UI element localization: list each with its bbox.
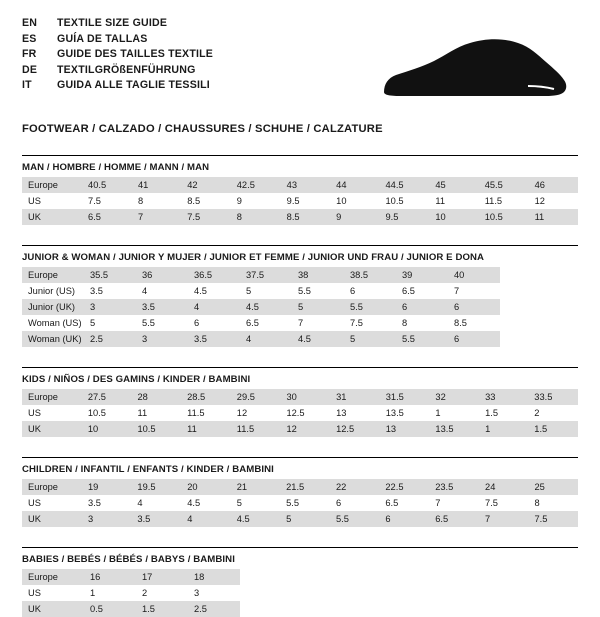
table-row [22, 511, 578, 527]
size-cell: 4 [188, 299, 240, 315]
size-tables-container [22, 155, 578, 617]
group-divider [22, 245, 578, 246]
size-cell: 6 [448, 331, 500, 347]
size-cell: 25 [528, 479, 578, 495]
group-divider [22, 367, 578, 368]
size-cell: 4.5 [181, 495, 230, 511]
size-cell: 46 [529, 177, 578, 193]
size-cell: 8.5 [281, 209, 331, 225]
size-cell: 7.5 [181, 209, 231, 225]
size-cell: 38 [292, 267, 344, 283]
row-label: Woman (US) [22, 315, 84, 331]
row-label: Europe [22, 479, 82, 495]
size-cell: 44.5 [379, 177, 429, 193]
size-cell: 8 [396, 315, 448, 331]
table-row [22, 283, 500, 299]
size-cell: 10.5 [379, 193, 429, 209]
size-cell: 5.5 [330, 511, 379, 527]
size-cell: 44 [330, 177, 379, 193]
size-cell: 1.5 [136, 601, 188, 617]
table-row [22, 421, 578, 437]
size-cell: 5 [231, 495, 280, 511]
table-row [22, 193, 578, 209]
size-cell: 7.5 [479, 495, 528, 511]
size-cell: 11.5 [231, 421, 281, 437]
size-table-group [22, 457, 578, 527]
size-cell: 7 [292, 315, 344, 331]
size-cell: 32 [429, 389, 479, 405]
size-table-group [22, 547, 578, 617]
table-row [22, 601, 240, 617]
size-cell: 8 [528, 495, 578, 511]
size-cell: 9 [231, 193, 281, 209]
size-cell: 17 [136, 569, 188, 585]
size-cell: 42.5 [231, 177, 281, 193]
language-code: IT [22, 79, 32, 91]
size-cell: 3 [84, 299, 136, 315]
row-label: US [22, 193, 82, 209]
size-cell: 1.5 [479, 405, 528, 421]
size-cell: 5.5 [280, 495, 330, 511]
size-cell: 10.5 [82, 405, 132, 421]
size-cell: 11 [529, 209, 578, 225]
table-row [22, 331, 500, 347]
row-label: US [22, 495, 82, 511]
size-cell: 11.5 [479, 193, 529, 209]
size-cell: 4 [181, 511, 230, 527]
size-cell: 5.5 [344, 299, 396, 315]
language-code: ES [22, 32, 37, 45]
size-cell: 7 [132, 209, 181, 225]
size-cell: 36.5 [188, 267, 240, 283]
language-title: GUIDA ALLE TAGLIE TESSILI [57, 79, 210, 91]
row-label: Junior (US) [22, 283, 84, 299]
row-label: UK [22, 421, 82, 437]
size-cell: 4.5 [240, 299, 292, 315]
size-cell: 28 [131, 389, 181, 405]
size-cell: 4.5 [188, 283, 240, 299]
language-code: FR [22, 48, 37, 60]
language-code: EN [22, 17, 38, 29]
row-label: US [22, 585, 84, 601]
row-label: Junior (UK) [22, 299, 84, 315]
size-cell: 29.5 [231, 389, 281, 405]
table-row [22, 267, 500, 283]
size-table-group [22, 245, 578, 347]
size-cell: 31.5 [380, 389, 430, 405]
size-cell: 11 [181, 421, 231, 437]
language-title: TEXTILGRÖßENFÜHRUNG [57, 63, 196, 76]
size-cell: 3.5 [84, 283, 136, 299]
group-title: KIDS / NIÑOS / DES GAMINS / KINDER / BAMBINI [22, 374, 251, 385]
table-row [22, 585, 240, 601]
size-cell: 12 [231, 405, 281, 421]
group-divider [22, 457, 578, 458]
size-cell: 8.5 [448, 315, 500, 331]
size-cell: 1 [429, 405, 479, 421]
language-title: TEXTILE SIZE GUIDE [57, 17, 168, 29]
table-row [22, 299, 500, 315]
size-cell: 6.5 [379, 495, 429, 511]
row-label: Europe [22, 569, 84, 585]
size-cell: 38.5 [344, 267, 396, 283]
size-cell: 18 [188, 569, 240, 585]
group-title: JUNIOR & WOMAN / JUNIOR Y MUJER / JUNIOR ET FEMME / JUNIOR UND FRAU / JUNIOR E DONA [22, 252, 485, 263]
size-cell: 30 [280, 389, 330, 405]
size-cell: 27.5 [82, 389, 132, 405]
group-divider [22, 547, 578, 548]
size-cell: 12.5 [330, 421, 380, 437]
size-cell: 12.5 [280, 405, 330, 421]
size-cell: 3.5 [82, 495, 131, 511]
size-table [22, 177, 578, 225]
size-cell: 13 [380, 421, 430, 437]
size-cell: 43 [281, 177, 331, 193]
size-cell: 7 [479, 511, 528, 527]
group-title: BABIES / BEBÉS / BÉBÉS / BABYS / BAMBINI [22, 554, 235, 565]
table-row [22, 177, 578, 193]
size-cell: 6.5 [429, 511, 479, 527]
size-cell: 36 [136, 267, 188, 283]
size-table [22, 267, 500, 347]
size-cell: 35.5 [84, 267, 136, 283]
size-cell: 13.5 [380, 405, 430, 421]
size-cell: 3.5 [188, 331, 240, 347]
size-cell: 8 [231, 209, 281, 225]
size-cell: 3 [188, 585, 240, 601]
size-cell: 1.5 [528, 421, 578, 437]
row-label: UK [22, 209, 82, 225]
size-cell: 6 [396, 299, 448, 315]
table-row [22, 495, 578, 511]
table-row [22, 569, 240, 585]
page-title: FOOTWEAR / CALZADO / CHAUSSURES / SCHUHE / CALZATURE [22, 123, 383, 135]
size-cell: 23.5 [429, 479, 479, 495]
size-cell: 33.5 [528, 389, 578, 405]
row-label: US [22, 405, 82, 421]
size-cell: 21 [231, 479, 280, 495]
size-table [22, 569, 240, 617]
size-cell: 4.5 [292, 331, 344, 347]
size-cell: 3 [136, 331, 188, 347]
size-cell: 5.5 [136, 315, 188, 331]
size-cell: 28.5 [181, 389, 231, 405]
size-cell: 2.5 [84, 331, 136, 347]
size-cell: 39 [396, 267, 448, 283]
size-cell: 9.5 [379, 209, 429, 225]
size-cell: 9 [330, 209, 379, 225]
size-cell: 12 [280, 421, 330, 437]
size-cell: 41 [132, 177, 181, 193]
size-cell: 10 [330, 193, 379, 209]
size-cell: 24 [479, 479, 528, 495]
size-cell: 6.5 [240, 315, 292, 331]
dress-shoe-icon [378, 34, 568, 104]
size-cell: 21.5 [280, 479, 330, 495]
size-cell: 13.5 [429, 421, 479, 437]
size-cell: 5 [344, 331, 396, 347]
size-cell: 7.5 [82, 193, 132, 209]
size-cell: 20 [181, 479, 230, 495]
size-table [22, 389, 578, 437]
size-cell: 45 [429, 177, 478, 193]
size-cell: 3 [82, 511, 131, 527]
table-row [22, 209, 578, 225]
size-cell: 10.5 [131, 421, 181, 437]
size-cell: 4 [240, 331, 292, 347]
size-cell: 22.5 [379, 479, 429, 495]
group-divider [22, 155, 578, 156]
size-cell: 5 [240, 283, 292, 299]
table-row [22, 405, 578, 421]
size-cell: 31 [330, 389, 380, 405]
size-cell: 42 [181, 177, 231, 193]
size-cell: 6 [448, 299, 500, 315]
row-label: UK [22, 511, 82, 527]
size-cell: 6 [330, 495, 379, 511]
size-cell: 7.5 [528, 511, 578, 527]
size-cell: 2.5 [188, 601, 240, 617]
row-label: Europe [22, 389, 82, 405]
size-cell: 45.5 [479, 177, 529, 193]
group-title: CHILDREN / INFANTIL / ENFANTS / KINDER / BAMBINI [22, 464, 274, 475]
size-cell: 19 [82, 479, 131, 495]
size-cell: 6 [188, 315, 240, 331]
language-title: GUIDE DES TAILLES TEXTILE [57, 48, 214, 60]
size-cell: 8.5 [181, 193, 231, 209]
size-cell: 4.5 [231, 511, 280, 527]
row-label: Europe [22, 267, 84, 283]
size-table-group [22, 367, 578, 437]
size-cell: 6.5 [396, 283, 448, 299]
language-row [22, 16, 578, 32]
size-cell: 5.5 [292, 283, 344, 299]
size-cell: 22 [330, 479, 379, 495]
size-cell: 4 [131, 495, 181, 511]
size-cell: 7.5 [344, 315, 396, 331]
size-cell: 10.5 [479, 209, 529, 225]
size-cell: 6.5 [82, 209, 132, 225]
size-cell: 5 [84, 315, 136, 331]
size-cell: 11 [429, 193, 478, 209]
size-table-group [22, 155, 578, 225]
size-cell: 5 [292, 299, 344, 315]
table-row [22, 479, 578, 495]
size-cell: 10 [82, 421, 132, 437]
size-cell: 9.5 [281, 193, 331, 209]
size-cell: 7 [448, 283, 500, 299]
size-cell: 5 [280, 511, 330, 527]
size-cell: 37.5 [240, 267, 292, 283]
size-cell: 13 [330, 405, 380, 421]
size-cell: 33 [479, 389, 528, 405]
size-cell: 1 [84, 585, 136, 601]
size-cell: 11.5 [181, 405, 231, 421]
row-label: UK [22, 601, 84, 617]
size-cell: 4 [136, 283, 188, 299]
size-cell: 3.5 [131, 511, 181, 527]
size-cell: 5.5 [396, 331, 448, 347]
size-cell: 2 [528, 405, 578, 421]
size-cell: 6 [379, 511, 429, 527]
size-cell: 2 [136, 585, 188, 601]
group-title: MAN / HOMBRE / HOMME / MANN / MAN [22, 162, 210, 173]
table-row [22, 389, 578, 405]
size-cell: 1 [479, 421, 528, 437]
size-cell: 3.5 [136, 299, 188, 315]
size-cell: 10 [429, 209, 478, 225]
size-cell: 7 [429, 495, 479, 511]
size-cell: 6 [344, 283, 396, 299]
document-header [22, 16, 578, 106]
size-cell: 40.5 [82, 177, 132, 193]
table-row [22, 315, 500, 331]
size-cell: 12 [529, 193, 578, 209]
size-cell: 8 [132, 193, 181, 209]
language-code: DE [22, 63, 38, 76]
row-label: Woman (UK) [22, 331, 84, 347]
language-title: GUÍA DE TALLAS [57, 32, 148, 45]
row-label: Europe [22, 177, 82, 193]
size-cell: 16 [84, 569, 136, 585]
size-table [22, 479, 578, 527]
size-cell: 40 [448, 267, 500, 283]
size-cell: 11 [131, 405, 181, 421]
size-cell: 19.5 [131, 479, 181, 495]
size-cell: 0.5 [84, 601, 136, 617]
